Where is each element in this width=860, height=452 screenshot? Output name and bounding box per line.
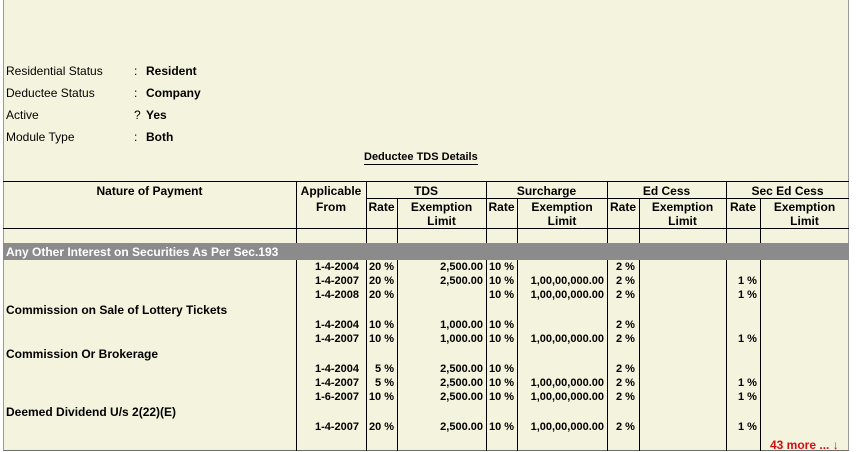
cell-sur-rate: 10 %: [489, 377, 515, 389]
header-surcharge: Surcharge: [516, 184, 577, 198]
header-sec-ed-cess: Sec Ed Cess: [751, 184, 824, 198]
cell-tds-limit: 2,500.00: [440, 391, 483, 403]
more-rows-link[interactable]: 43 more ... ↓: [770, 438, 839, 452]
cell-sec-rate: 1 %: [738, 421, 757, 433]
cell-from: 1-4-2007: [314, 333, 359, 345]
col-divider: [366, 181, 367, 451]
cell-sec-rate: 1 %: [738, 289, 757, 301]
cell-tds-rate: 5 %: [375, 377, 394, 389]
field-label: Deductee Status: [6, 86, 95, 100]
header-tds: TDS: [414, 184, 438, 198]
header-from: From: [316, 200, 346, 214]
field-value: Company: [146, 86, 201, 100]
cell-from: 1-4-2004: [314, 319, 359, 331]
cell-from: 1-4-2007: [314, 275, 359, 287]
col-divider: [486, 181, 487, 451]
cell-tds-rate: 10 %: [369, 319, 395, 331]
field-separator: :: [134, 86, 138, 100]
field-separator: :: [134, 64, 138, 78]
header-exemption-limit: Exemption Limit: [531, 200, 593, 228]
cell-ed-rate: 2 %: [616, 377, 635, 389]
cell-ed-rate: 2 %: [616, 333, 635, 345]
cell-tds-limit: 1,000.00: [440, 333, 483, 345]
cell-tds-limit: 2,500.00: [440, 275, 483, 287]
cell-sur-limit: 1,00,00,000.00: [530, 377, 604, 389]
cell-tds-rate: 20 %: [369, 289, 395, 301]
cell-tds-limit: 2,500.00: [440, 363, 483, 375]
cell-from: 1-4-2004: [314, 261, 359, 273]
cell-sur-rate: 10 %: [489, 275, 515, 287]
cell-tds-rate: 20 %: [369, 261, 395, 273]
cell-sur-limit: 1,00,00,000.00: [530, 289, 604, 301]
cell-ed-rate: 2 %: [616, 391, 635, 403]
header-bottom-border: [3, 228, 849, 229]
cell-tds-limit: 2,500.00: [440, 261, 483, 273]
header-exemption-limit: Exemption Limit: [651, 200, 714, 228]
header-exemption-limit: Exemption Limit: [773, 200, 836, 228]
group-title[interactable]: Commission on Sale of Lottery Tickets: [6, 303, 228, 317]
field-label: Active: [6, 108, 39, 122]
cell-sur-limit: 1,00,00,000.00: [530, 391, 604, 403]
cell-tds-rate: 10 %: [369, 333, 395, 345]
cell-from: 1-4-2007: [314, 377, 359, 389]
field-separator: :: [134, 130, 138, 144]
cell-sur-rate: 10 %: [489, 289, 515, 301]
col-divider: [607, 181, 608, 451]
col-divider: [760, 198, 761, 451]
cell-sec-rate: 1 %: [738, 333, 757, 345]
cell-tds-rate: 20 %: [369, 275, 395, 287]
cell-sur-rate: 10 %: [489, 363, 515, 375]
cell-sur-rate: 10 %: [489, 421, 515, 433]
col-divider: [726, 181, 727, 451]
field-label: Residential Status: [6, 64, 103, 78]
cell-sec-rate: 1 %: [738, 377, 757, 389]
header-rate: Rate: [488, 200, 515, 214]
cell-ed-rate: 2 %: [616, 421, 635, 433]
cell-sec-rate: 1 %: [738, 391, 757, 403]
col-divider: [296, 181, 297, 451]
cell-sur-limit: 1,00,00,000.00: [530, 333, 604, 345]
cell-tds-limit: 1,000.00: [440, 319, 483, 331]
cell-from: 1-4-2007: [314, 421, 359, 433]
field-value: Resident: [146, 64, 197, 78]
col-divider: [639, 198, 640, 451]
cell-ed-rate: 2 %: [616, 275, 635, 287]
field-value: Both: [146, 130, 174, 144]
cell-ed-rate: 2 %: [616, 363, 635, 375]
header-exemption-limit: Exemption Limit: [410, 200, 473, 228]
col-divider: [517, 198, 518, 451]
field-label: Module Type: [6, 130, 75, 144]
cell-sur-limit: 1,00,00,000.00: [530, 421, 604, 433]
group-title[interactable]: Deemed Dividend U/s 2(22)(E): [6, 405, 177, 419]
cell-ed-rate: 2 %: [616, 261, 635, 273]
cell-sur-rate: 10 %: [489, 261, 515, 273]
cell-tds-rate: 10 %: [368, 391, 394, 403]
cell-tds-rate: 20 %: [369, 421, 395, 433]
cell-from: 1-6-2007: [314, 391, 359, 403]
cell-tds-limit: 2,500.00: [440, 421, 483, 433]
field-value: Yes: [146, 108, 167, 122]
header-rate: Rate: [729, 200, 756, 214]
table-top-border: [3, 181, 849, 182]
field-separator: ?: [134, 108, 141, 122]
group-title-selected[interactable]: Any Other Interest on Securities As Per Sec.193: [6, 245, 279, 259]
group-title[interactable]: Commission Or Brokerage: [6, 347, 159, 361]
cell-sur-rate: 10 %: [489, 319, 515, 331]
cell-from: 1-4-2004: [314, 363, 359, 375]
cell-sur-rate: 10 %: [489, 333, 515, 345]
cell-ed-rate: 2 %: [616, 319, 635, 331]
header-applicable: Applicable: [300, 184, 362, 198]
cell-from: 1-4-2008: [314, 289, 359, 301]
header-ed-cess: Ed Cess: [642, 184, 691, 198]
header-rate: Rate: [609, 200, 636, 214]
cell-tds-limit: 2,500.00: [440, 377, 483, 389]
cell-tds-rate: 5 %: [375, 363, 394, 375]
cell-sur-limit: 1,00,00,000.00: [530, 275, 604, 287]
cell-sec-rate: 1 %: [738, 275, 757, 287]
cell-sur-rate: 10 %: [489, 391, 515, 403]
section-title: Deductee TDS Details: [364, 151, 478, 163]
header-nature-of-payment: Nature of Payment: [96, 184, 203, 198]
cell-ed-rate: 2 %: [616, 289, 635, 301]
header-rate: Rate: [368, 200, 395, 214]
